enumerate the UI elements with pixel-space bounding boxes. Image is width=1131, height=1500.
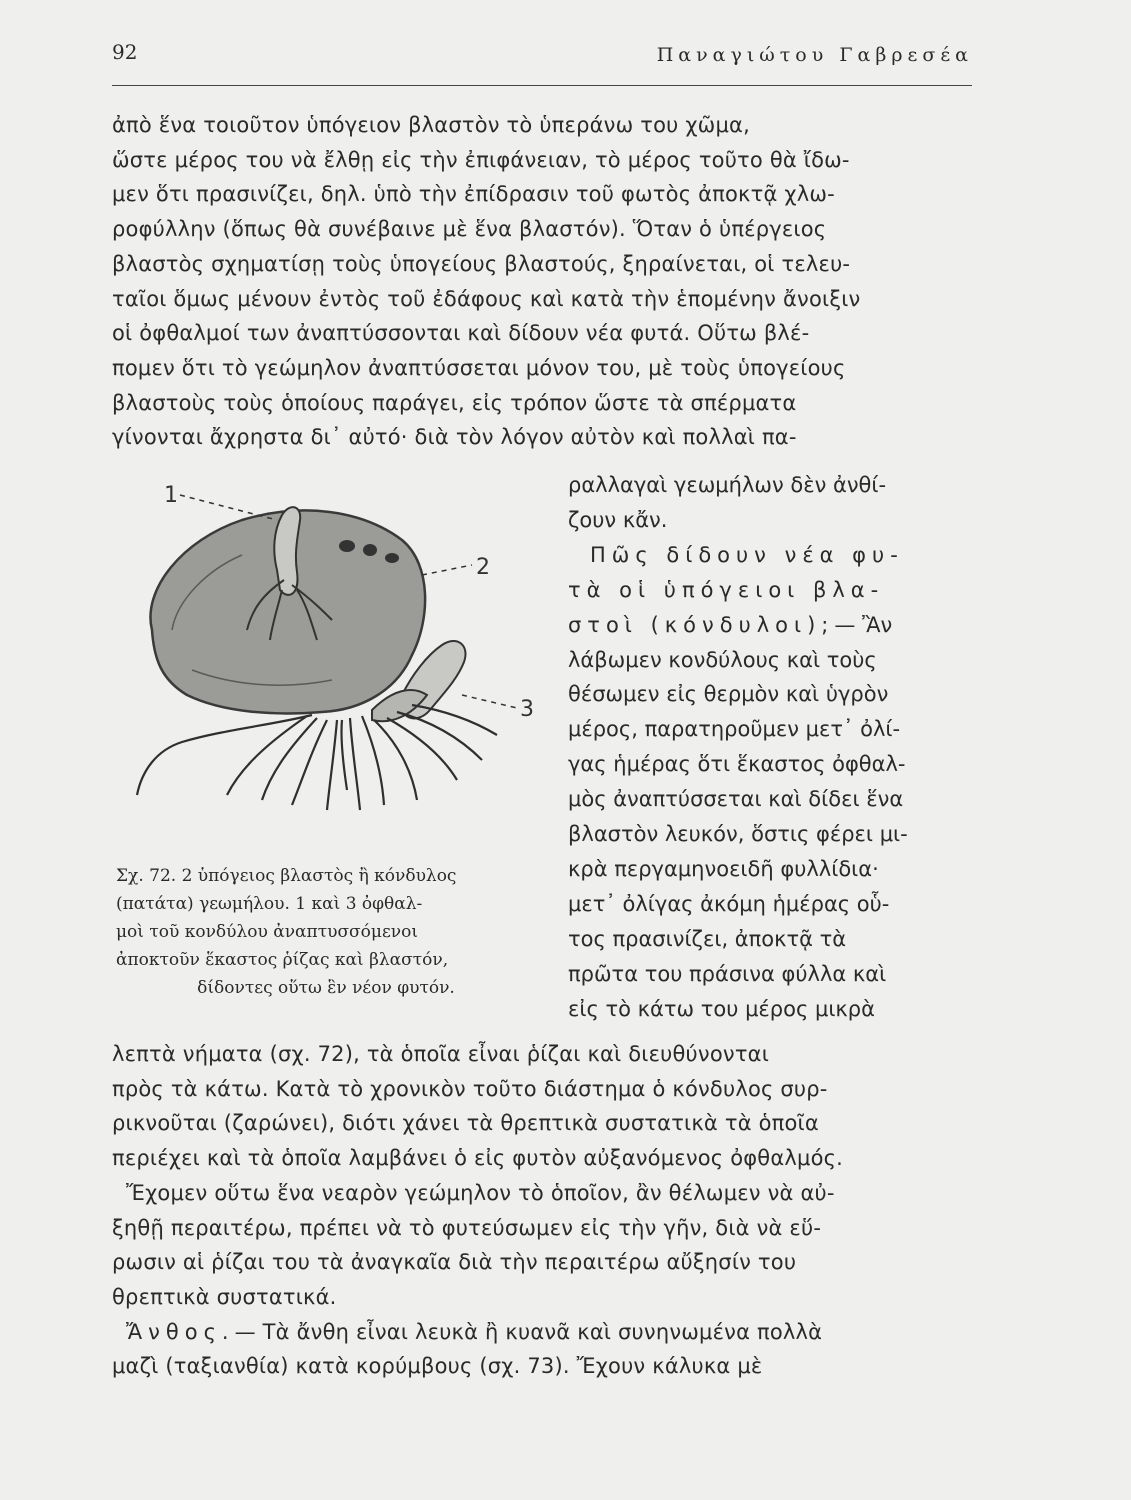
text-line: ρικνοῦται (ζαρώνει), διότι χάνει τὰ θρεπτικὰ συστατικὰ τὰ ὁποῖα [112, 1111, 819, 1136]
caption-line: ἀποκτοῦν ἕκαστος ῥίζας καὶ βλαστόν, [116, 950, 449, 970]
text-line: — Τὰ ἄνθη εἶναι λευκὰ ἢ κυανᾶ καὶ συνηνωμένα πολλὰ [234, 1319, 823, 1344]
text-line: λάβωμεν κονδύλους καὶ τοὺς [568, 647, 877, 672]
paragraph-first-line [112, 1315, 972, 1350]
page-number: 92 [112, 40, 138, 64]
text-line: βλαστοὺς τοὺς ὁποίους παράγει, εἰς τρόπον ὥστε τὰ σπέρματα [112, 390, 797, 415]
text-line: μαζὶ (ταξιανθία) κατὰ κορύμβους (σχ. 73). Ἔχουν κάλυκα μὲ [112, 1354, 763, 1379]
header-rule [112, 85, 972, 86]
text-line: ξηθῇ περαιτέρω, πρέπει νὰ τὸ φυτεύσωμεν εἰς τὴν γῆν, διὰ νὰ εὕ- [112, 1215, 822, 1240]
caption-line: Σχ. 72. 2 ὑπόγειος βλαστὸς ἢ κόνδυλος [116, 866, 457, 886]
section-title: Πῶς δίδουν νέα φυ- [590, 542, 904, 567]
text-line: γας ἡμέρας ὅτι ἕκαστος ὀφθαλ- [568, 752, 906, 777]
section-title: τὰ οἱ ὑπόγειοι βλα- [568, 577, 885, 602]
text-line: θέσωμεν εἰς θερμὸν καὶ ὑγρὸν [568, 682, 889, 707]
text-line: ραλλαγαὶ γεωμήλων δὲν ἀνθί- [568, 473, 887, 497]
text-line: ρωσιν αἱ ῥίζαι του τὰ ἀναγκαῖα διὰ τὴν περαιτέρω αὔξησίν του [112, 1250, 797, 1275]
caption-line: μοὶ τοῦ κονδύλου ἀναπτυσσόμενοι [116, 922, 418, 942]
text-line: ταῖοι ὅμως μένουν ἐντὸς τοῦ ἐδάφους καὶ κατὰ τὴν ἑπομένην ἄνοιξιν [112, 286, 861, 311]
body-bottom [112, 1037, 972, 1384]
roots [137, 705, 497, 810]
figure-label-2: 2 [476, 555, 490, 580]
figure-72 [112, 480, 542, 860]
text-line: μὸς ἀναπτύσσεται καὶ δίδει ἕνα [568, 787, 904, 812]
text-line: εἰς τὸ κάτω του μέρος μικρὰ [568, 996, 875, 1021]
caption-line: (πατάτα) γεωμήλου. 1 καὶ 3 ὀφθαλ- [116, 894, 423, 914]
text-line: γίνονται ἄχρηστα δι᾿ αὐτό· διὰ τὸν λόγον αὐτὸν καὶ πολλαὶ πα- [112, 425, 797, 450]
potato-tuber-illustration [112, 480, 542, 860]
text-line: κρὰ περγαμηνοειδῆ φυλλίδια· [568, 856, 879, 881]
text-line: βλαστὸν λευκόν, ὅστις φέρει μι- [568, 822, 908, 847]
figure-label-1: 1 [164, 483, 178, 508]
text-line: ἀπὸ ἕνα τοιοῦτον ὑπόγειον βλαστὸν τὸ ὑπεράνω του χῶμα, [112, 113, 750, 137]
caption-line: δίδοντες οὕτω ἓν νέον φυτόν. [197, 978, 455, 998]
text-line: περιέχει καὶ τὰ ὁποῖα λαμβάνει ὁ εἰς φυτὸν αὐξανόμενος ὀφθαλμός. [112, 1146, 844, 1171]
text-line: μετ᾿ ὀλίγας ἀκόμη ἡμέρας οὗ- [568, 891, 890, 916]
section-title-line [568, 608, 972, 643]
text-line: βλαστὸς σχηματίσῃ τοὺς ὑπογείους βλαστούς, ξηραίνεται, οἱ τελευ- [112, 251, 851, 276]
right-column [568, 468, 972, 1027]
text-line: Ἔχομεν οὕτω ἕνα νεαρὸν γεώμηλον τὸ ὁποῖον, ἂν θέλωμεν νὰ αὐ- [126, 1180, 835, 1205]
text-line: λεπτὰ νήματα (σχ. 72), τὰ ὁποῖα εἶναι ῥίζαι καὶ διευθύνονται [112, 1042, 770, 1066]
figure-label-3: 3 [520, 697, 534, 722]
text-line: ζουν κἄν. [568, 507, 668, 532]
text-line: πομεν ὅτι τὸ γεώμηλον ἀναπτύσσεται μόνον του, μὲ τοὺς ὑπογείους [112, 355, 846, 380]
text-line: μέρος, παρατηροῦμεν μετ᾿ ὀλί- [568, 717, 901, 742]
running-title: Παναγιώτου Γαβρεσέα [656, 44, 973, 66]
body-top [112, 108, 972, 455]
text-line: πρὸς τὰ κάτω. Κατὰ τὸ χρονικὸν τοῦτο διάστημα ὁ κόνδυλος συρ- [112, 1076, 828, 1101]
text-line: οἱ ὀφθαλμοί των ἀναπτύσσονται καὶ δίδουν νέα φυτά. Οὕτω βλέ- [112, 321, 810, 346]
text-line: μεν ὅτι πρασινίζει, δηλ. ὑπὸ τὴν ἐπίδρασιν τοῦ φωτὸς ἀποκτᾷ χλω- [112, 182, 835, 207]
figure-caption [116, 862, 536, 1002]
section-title: στοὶ (κόνδυλοι); [568, 612, 835, 637]
text-line: θρεπτικὰ συστατικά. [112, 1284, 337, 1309]
text-line: πρῶτα του πράσινα φύλλα καὶ [568, 961, 887, 986]
text-line: ροφύλλην (ὅπως θὰ συνέβαινε μὲ ἕνα βλαστόν). Ὅταν ὁ ὑπέργειος [112, 217, 827, 242]
text-line: — Ἂν [834, 612, 893, 637]
section-title: Ἄνθος. [126, 1319, 235, 1344]
text-line: τος πρασινίζει, ἀποκτᾷ τὰ [568, 926, 847, 951]
text-line: ὥστε μέρος του νὰ ἔλθῃ εἰς τὴν ἐπιφάνειαν, τὸ μέρος τοῦτο θὰ ἴδω- [112, 147, 850, 172]
